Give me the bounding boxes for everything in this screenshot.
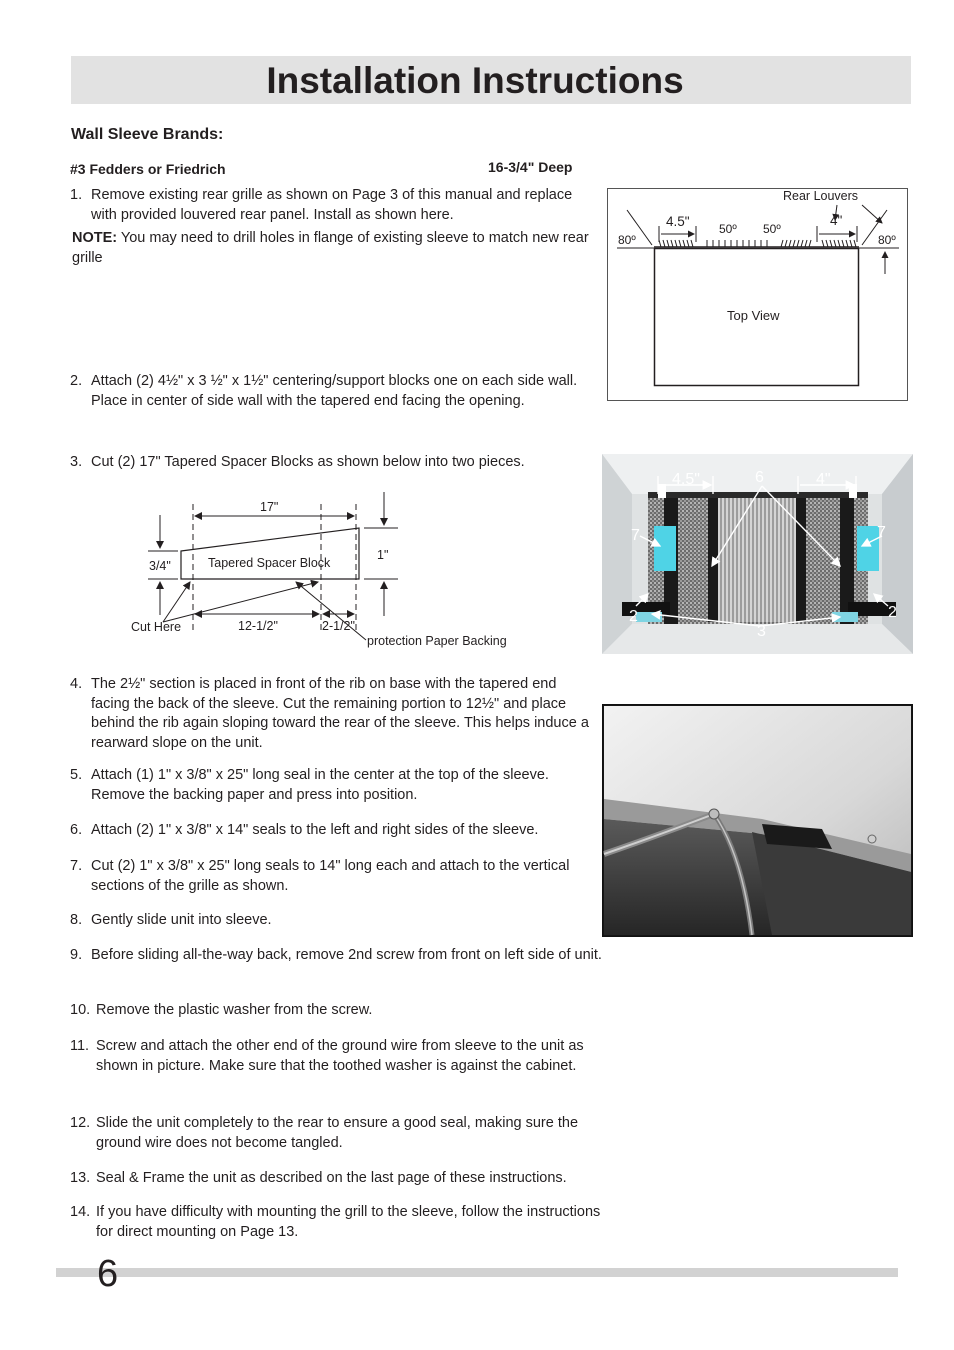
- ground-wire-photo: [602, 704, 913, 937]
- angle-left-outer: 80º: [618, 233, 636, 247]
- photo-side-right-number: 7: [877, 524, 886, 541]
- step-1: 1. Remove existing rear grille as shown on Page 3 of this manual and replace with provided louvered rear panel. Install as shown here.: [70, 187, 573, 223]
- step-10: 10. Remove the plastic washer from the screw.: [70, 1002, 373, 1018]
- section-title: Wall Sleeve Brands:: [71, 126, 224, 143]
- step-13: 13. Seal & Frame the unit as described on the last page of these instructions.: [70, 1170, 567, 1186]
- short-part-label: 2-1/2": [322, 619, 355, 633]
- block-label: Tapered Spacer Block: [208, 556, 331, 570]
- angle-left-inner: 50º: [719, 222, 737, 236]
- step-2: 2. Attach (2) 4½" x 3 ½" x 1½" centering/support blocks one on each side wall. Place in center of side wall with the tapered end facing the opening.: [70, 373, 578, 409]
- photo-bottom-center-number: 3: [757, 623, 766, 640]
- step-9: 9. Before sliding all-the-way back, remove 2nd screw from front on left side of unit.: [70, 947, 602, 963]
- left-height-label: 3/4": [149, 559, 171, 573]
- step-4: 4. The 2½" section is placed in front of the rib on base with the tapered end facing the back of the sleeve. Cut the remaining portion to 12½" and place behind the rib again sloping toward the rear of the sleeve. This helps induce a rearward slope on the unit.: [70, 676, 589, 751]
- sleeve-interior-photo: [602, 454, 913, 654]
- photo-bottom-right-number: 2: [888, 604, 897, 621]
- long-part-label: 12-1/2": [238, 619, 278, 633]
- step-6: 6. Attach (2) 1" x 3/8" x 14" seals to the left and right sides of the sleeve.: [70, 822, 539, 838]
- tapered-spacer-diagram: [128, 490, 538, 655]
- subsection-title: #3 Fedders or Friedrich: [70, 161, 226, 177]
- sleeve-depth: 16-3/4" Deep: [488, 159, 573, 175]
- cut-here-label: Cut Here: [131, 620, 182, 634]
- step-3: 3. Cut (2) 17" Tapered Spacer Blocks as shown below into two pieces.: [70, 454, 525, 470]
- right-height-label: 1": [377, 548, 389, 562]
- page-title: Installation Instructions: [266, 60, 684, 101]
- step-14: 14. If you have difficulty with mounting the grill to the sleeve, follow the instructions for direct mounting on Page 13.: [70, 1204, 601, 1240]
- photo-right-width: 4": [816, 471, 831, 488]
- photo-bottom-left-number: 2: [629, 608, 638, 625]
- step-5: 5. Attach (1) 1" x 3/8" x 25" long seal in the center at the top of the sleeve. Remove the backing paper and press into position.: [70, 767, 549, 803]
- step-8: 8. Gently slide unit into sleeve.: [70, 912, 272, 928]
- step-7: 7. Cut (2) 1" x 3/8" x 25" long seals to 14" long each and attach to the vertical sections of the grille as shown.: [70, 858, 570, 894]
- left-width-label: 4.5": [666, 214, 690, 229]
- note-label: NOTE:: [72, 230, 118, 246]
- paper-backing-label: protection Paper Backing: [367, 634, 507, 648]
- photo-side-left-number: 7: [631, 527, 640, 544]
- step-11: 11. Screw and attach the other end of the ground wire from sleeve to the unit as shown in picture. Make sure that the toothed washer is against the cabinet.: [70, 1038, 584, 1074]
- angle-right-outer: 80º: [878, 233, 896, 247]
- photo-center-number: 6: [755, 469, 764, 486]
- right-width-label: 4": [830, 213, 843, 228]
- step-12: 12. Slide the unit completely to the rear to ensure a good seal, making sure the ground wire does not become tangled.: [70, 1115, 579, 1151]
- page-number: 6: [97, 1253, 119, 1295]
- footer-bar: [56, 1268, 898, 1277]
- note-text: You may need to drill holes in flange of existing sleeve to match new rear grille: [72, 230, 589, 266]
- rear-louvers-label: Rear Louvers: [783, 189, 859, 203]
- note: [72, 229, 592, 268]
- photo-left-width: 4.5": [672, 471, 700, 488]
- top-view-caption: Top View: [727, 308, 780, 323]
- top-view-diagram: [607, 188, 908, 402]
- angle-right-inner: 50º: [763, 222, 781, 236]
- length-label: 17": [260, 500, 279, 514]
